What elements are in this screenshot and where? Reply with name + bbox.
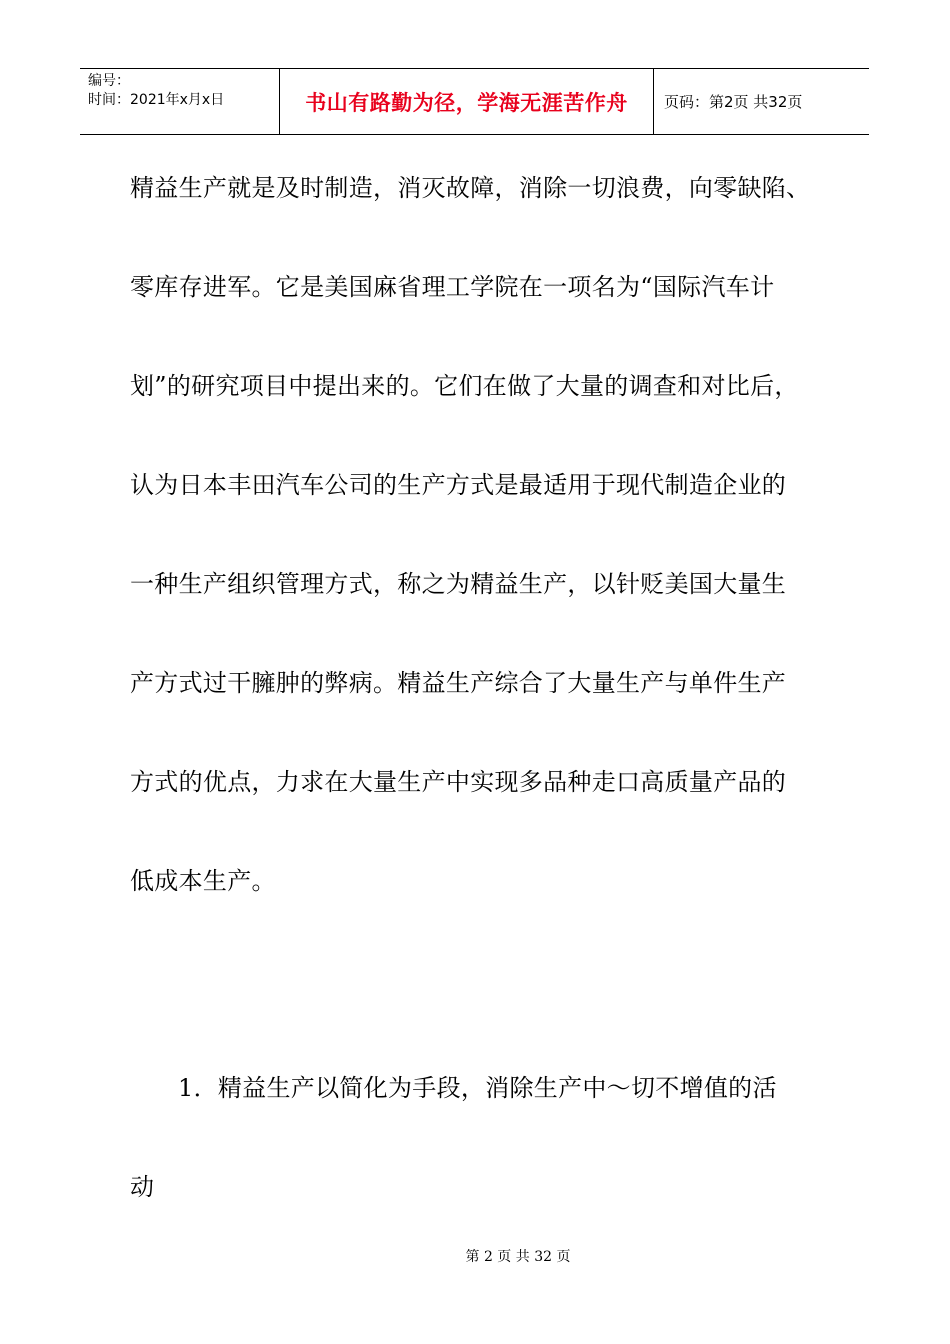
paragraph-line: 零库存进军。它是美国麻省理工学院在一项名为“国际汽车计 bbox=[130, 273, 775, 301]
paragraph-line: 一种生产组织管理方式，称之为精益生产，以针贬美国大量生 bbox=[130, 570, 787, 598]
numbered-list-item bbox=[130, 1060, 830, 1258]
list-item-line: 1．精益生产以简化为手段，消除生产中～切不增值的活 bbox=[178, 1074, 777, 1102]
header-page-info: 页码：第2页 共32页 bbox=[664, 93, 803, 111]
document-header bbox=[80, 68, 869, 135]
header-meta bbox=[80, 69, 280, 134]
paragraph-line: 精益生产就是及时制造，消灭故障，消除一切浪费，向零缺陷、 bbox=[130, 174, 811, 202]
paragraph-line: 低成本生产。 bbox=[130, 867, 276, 895]
document-number-label: 编号： bbox=[88, 73, 130, 89]
paragraph-line: 方式的优点，力求在大量生产中实现多品种走口高质量产品的 bbox=[130, 768, 787, 796]
paragraph-line: 划”的研究项目中提出来的。它们在做了大量的调查和对比后， bbox=[130, 372, 799, 400]
paragraph-line: 认为日本丰田汽车公司的生产方式是最适用于现代制造企业的 bbox=[130, 471, 787, 499]
body-paragraph bbox=[130, 160, 830, 952]
header-motto: 书山有路勤为径，学海无涯苦作舟 bbox=[280, 69, 654, 134]
document-date: 时间：2021年x月x日 bbox=[88, 92, 225, 108]
page-footer: 第 2 页 共 32 页 bbox=[465, 1249, 571, 1265]
paragraph-line: 产方式过干臃肿的弊病。精益生产综合了大量生产与单件生产 bbox=[130, 669, 787, 697]
list-item-line: 动 bbox=[130, 1173, 155, 1201]
